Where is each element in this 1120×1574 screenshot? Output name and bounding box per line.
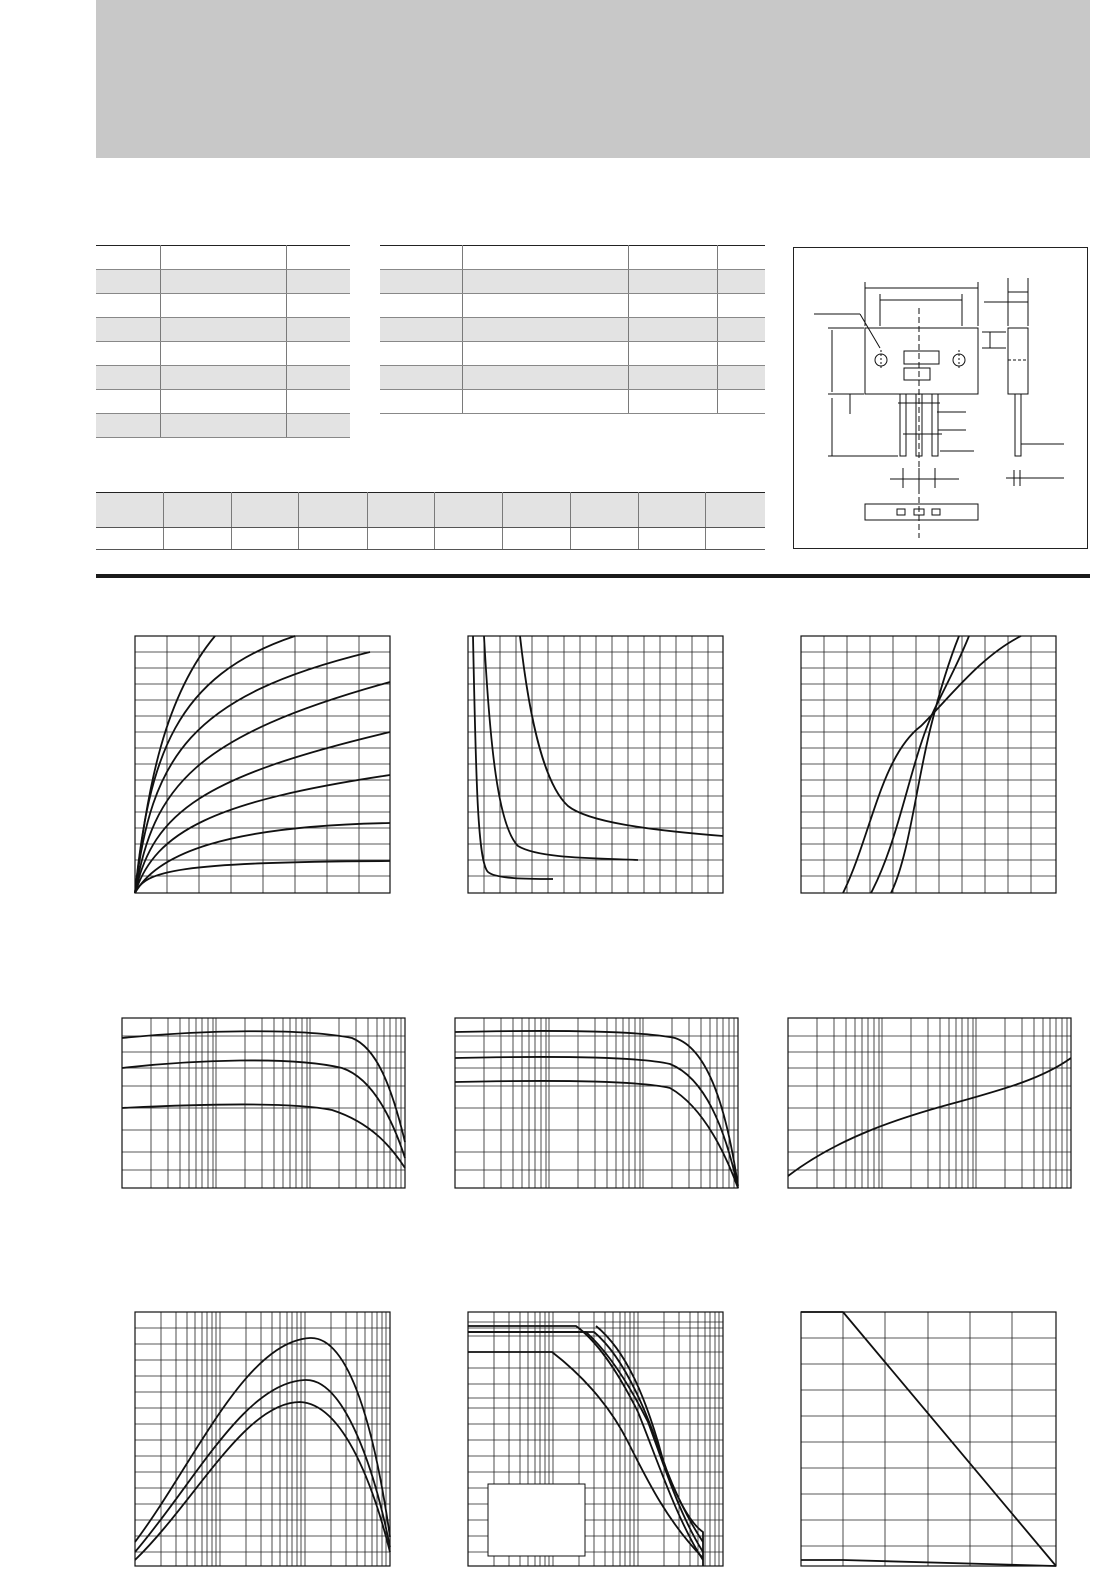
chart-3 (801, 636, 1056, 893)
table-cell (717, 342, 765, 366)
table-row (380, 270, 765, 294)
table-cell (462, 366, 628, 390)
table-cell (717, 270, 765, 294)
table-cell (96, 294, 160, 318)
table-cell (160, 246, 286, 270)
chart-2-series-1 (473, 636, 553, 879)
table-cell (286, 318, 350, 342)
table-row (380, 318, 765, 342)
table-cell (628, 318, 717, 342)
table-cell (717, 318, 765, 342)
table-cell (717, 366, 765, 390)
table-header-row (96, 493, 765, 528)
table-cell (298, 493, 367, 528)
table-cell (628, 366, 717, 390)
table-cell (96, 390, 160, 414)
table-cell (380, 390, 462, 414)
chart-5-series-3 (455, 1081, 738, 1188)
package-side-view (1008, 328, 1028, 394)
table-cell (231, 493, 298, 528)
table-cell (380, 366, 462, 390)
table-cell (638, 528, 705, 550)
table-cell (638, 493, 705, 528)
electrical-table (380, 245, 765, 414)
table-cell (231, 528, 298, 550)
table-cell (717, 294, 765, 318)
table-cell (96, 528, 163, 550)
chart-2 (468, 636, 723, 893)
table-cell (628, 342, 717, 366)
table-cell (160, 366, 286, 390)
table-row (96, 246, 350, 270)
table-cell (462, 390, 628, 414)
marking-area (904, 351, 939, 364)
lot-area (904, 368, 930, 380)
table-row (380, 294, 765, 318)
table-cell (717, 246, 765, 270)
table-cell (160, 390, 286, 414)
table-cell (367, 493, 434, 528)
table-cell (462, 342, 628, 366)
table-cell (705, 493, 765, 528)
table-cell (286, 366, 350, 390)
chart-1-series-7 (135, 823, 390, 893)
table-row (380, 366, 765, 390)
table-cell (298, 528, 367, 550)
table-cell (434, 528, 502, 550)
table-cell (286, 342, 350, 366)
table-row (96, 366, 350, 390)
table-row (380, 390, 765, 414)
table-cell (380, 294, 462, 318)
table-cell (160, 294, 286, 318)
table-row (96, 294, 350, 318)
chart-4-series-2 (122, 1060, 405, 1158)
table-cell (380, 270, 462, 294)
table-cell (96, 246, 160, 270)
chart-4-series-1 (122, 1031, 405, 1142)
table-row (96, 270, 350, 294)
table-cell (160, 318, 286, 342)
chart-4-series-3 (122, 1105, 405, 1169)
table-cell (628, 270, 717, 294)
table-cell (628, 294, 717, 318)
table-cell (502, 528, 570, 550)
chart-4 (122, 1018, 405, 1188)
table-cell (462, 246, 628, 270)
chart-3-series-3 (891, 636, 959, 893)
chart-3-series-2 (871, 636, 969, 893)
table-cell (96, 270, 160, 294)
table-cell (96, 318, 160, 342)
table-cell (628, 390, 717, 414)
chart-1-series-5 (135, 732, 390, 893)
table-cell (380, 318, 462, 342)
chart-5 (455, 1018, 738, 1188)
chart-2-series-3 (520, 636, 723, 836)
package-bottom-view (865, 504, 978, 520)
table-cell (163, 528, 231, 550)
table-row (96, 528, 765, 550)
table-cell (462, 294, 628, 318)
table-cell (163, 493, 231, 528)
chart-1 (135, 636, 390, 893)
ratings-table (96, 245, 350, 438)
table-cell (717, 390, 765, 414)
table-cell (380, 342, 462, 366)
table-row (380, 246, 765, 270)
table-cell (96, 366, 160, 390)
table-cell (160, 414, 286, 438)
table-cell (286, 246, 350, 270)
table-cell (462, 318, 628, 342)
hfe-rank-table (96, 492, 765, 550)
table-cell (96, 414, 160, 438)
chart-1-series-2 (135, 636, 295, 893)
table-cell (96, 493, 163, 528)
table-cell (96, 342, 160, 366)
table-cell (570, 528, 638, 550)
chart-8-legend-box (488, 1484, 585, 1556)
table-row (96, 342, 350, 366)
table-cell (286, 270, 350, 294)
chart-7 (135, 1312, 390, 1566)
chart-1-series-8 (135, 861, 390, 893)
chart-6 (788, 1018, 1071, 1188)
table-cell (380, 246, 462, 270)
table-cell (628, 246, 717, 270)
chart-8 (468, 1312, 723, 1566)
table-cell (570, 493, 638, 528)
table-row (96, 390, 350, 414)
chart-9-series-1 (801, 1312, 1056, 1566)
table-cell (462, 270, 628, 294)
table-row (96, 318, 350, 342)
table-cell (705, 528, 765, 550)
chart-7-series-2 (135, 1380, 390, 1552)
table-cell (502, 493, 570, 528)
table-cell (286, 390, 350, 414)
table-cell (286, 294, 350, 318)
chart-6-series-1 (788, 1058, 1071, 1176)
table-cell (160, 342, 286, 366)
chart-5-series-2 (455, 1057, 738, 1188)
section-separator (96, 574, 1090, 578)
table-cell (160, 270, 286, 294)
table-row (380, 342, 765, 366)
chart-9 (801, 1312, 1056, 1566)
table-cell (434, 493, 502, 528)
package-outline-drawing (794, 248, 1089, 550)
package-outline-frame (793, 247, 1088, 549)
package-body (865, 328, 978, 394)
header-band (96, 0, 1090, 158)
table-cell (286, 414, 350, 438)
table-row (96, 414, 350, 438)
chart-9-series-2 (801, 1560, 1056, 1566)
table-cell (367, 528, 434, 550)
